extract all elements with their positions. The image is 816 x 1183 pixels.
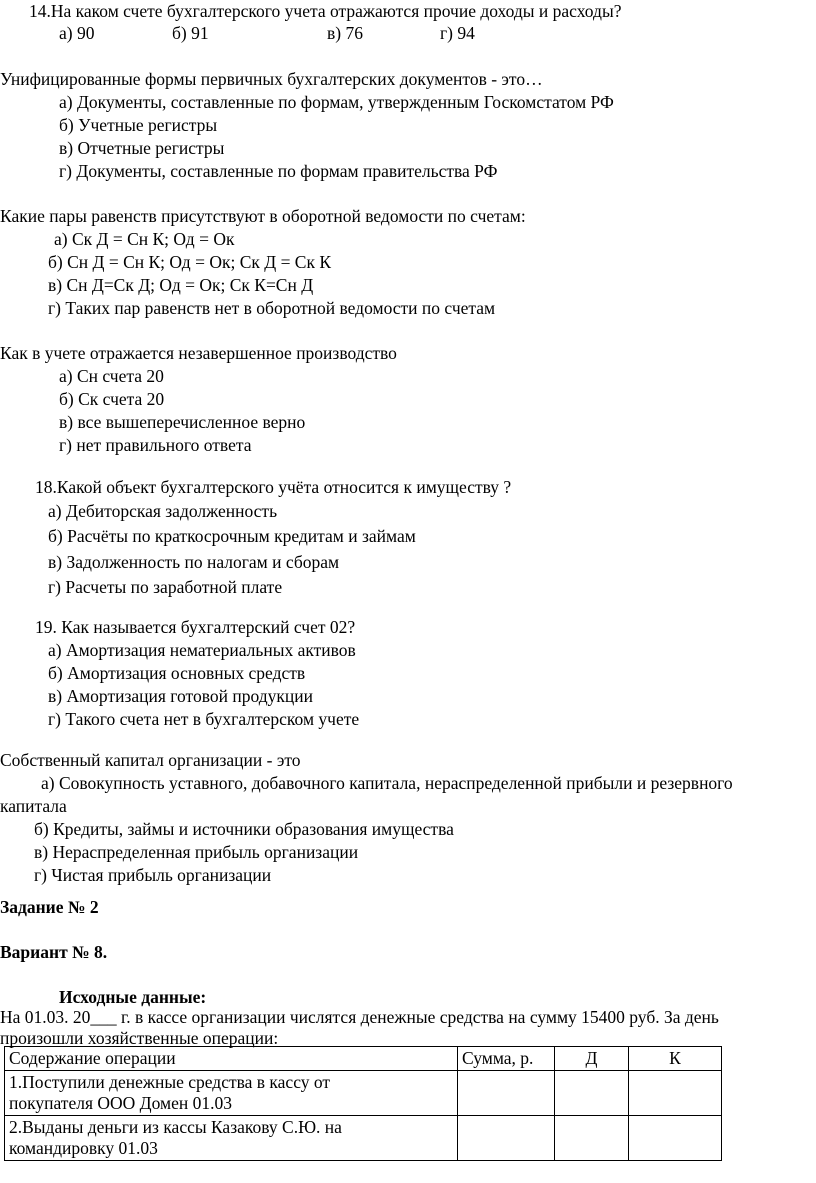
header-debit: Д xyxy=(555,1047,629,1071)
question-19-option-c: в) Амортизация готовой продукции xyxy=(48,686,313,706)
question-capital-option-a-line1: а) Совокупность уставного, добавочного капитала, нераспределенной прибыли и резервного xyxy=(41,773,733,793)
operation-text-line2: покупателя ООО Домен 01.03 xyxy=(9,1093,232,1113)
task-intro-line2: произошли хозяйственные операции: xyxy=(0,1028,279,1048)
question-19-option-d: г) Такого счета нет в бухгалтерском учете xyxy=(48,709,360,729)
question-18-option-d: г) Расчеты по заработной плате xyxy=(48,577,283,597)
sum-cell xyxy=(458,1116,555,1161)
operations-table xyxy=(4,1046,722,1161)
question-18-option-b: б) Расчёты по краткосрочным кредитам и займам xyxy=(48,526,416,546)
question-capital-option-a-line2: капитала xyxy=(0,796,67,816)
task-intro-line1: На 01.03. 20___ г. в кассе организации числятся денежные средства на сумму 15400 руб. За день xyxy=(0,1007,719,1027)
question-19-option-b: б) Амортизация основных средств xyxy=(48,663,306,683)
operation-text-line2: командировку 01.03 xyxy=(9,1138,158,1158)
question-pairs-option-b: б) Сн Д = Сн К; Од = Ок; Ск Д = Ск К xyxy=(48,252,332,272)
question-pairs-text: Какие пары равенств присутствуют в оборотной ведомости по счетам: xyxy=(0,206,526,226)
question-pairs-option-c: в) Сн Д=Ск Д; Од = Ок; Ск К=Сн Д xyxy=(48,275,314,295)
question-wip-option-b: б) Ск счета 20 xyxy=(59,389,165,409)
question-forms-option-c: в) Отчетные регистры xyxy=(59,138,225,158)
question-wip-option-d: г) нет правильного ответа xyxy=(59,435,252,455)
header-operation: Содержание операции xyxy=(5,1047,458,1071)
operation-cell xyxy=(5,1071,458,1116)
question-14-text: 14.На каком счете бухгалтерского учета отражаются прочие доходы и расходы? xyxy=(29,1,622,21)
table-header-row xyxy=(5,1047,722,1071)
source-data-heading: Исходные данные: xyxy=(59,987,207,1007)
header-credit: К xyxy=(629,1047,722,1071)
question-forms-text: Унифицированные формы первичных бухгалтерских документов - это… xyxy=(0,69,543,89)
question-pairs-option-a: а) Ск Д = Сн К; Од = Ок xyxy=(54,229,235,249)
sum-cell xyxy=(458,1071,555,1116)
question-19-option-a: а) Амортизация нематериальных активов xyxy=(48,640,356,660)
question-forms-option-a: а) Документы, составленные по формам, утвержденным Госкомстатом РФ xyxy=(59,92,614,112)
variant-title: Вариант № 8. xyxy=(0,942,108,962)
question-wip-option-c: в) все вышеперечисленное верно xyxy=(59,412,306,432)
question-forms-option-b: б) Учетные регистры xyxy=(59,115,218,135)
question-18-option-c: в) Задолженность по налогам и сборам xyxy=(48,552,340,572)
question-capital-text: Собственный капитал организации - это xyxy=(0,750,301,770)
credit-cell xyxy=(629,1116,722,1161)
question-19-text: 19. Как называется бухгалтерский счет 02? xyxy=(35,617,356,637)
task-title: Задание № 2 xyxy=(0,897,99,917)
debit-cell xyxy=(555,1116,629,1161)
debit-cell xyxy=(555,1071,629,1116)
table-row xyxy=(5,1116,722,1161)
question-pairs-option-d: г) Таких пар равенств нет в оборотной ведомости по счетам xyxy=(48,298,496,318)
operation-text-line1: 1.Поступили денежные средства в кассу от xyxy=(9,1072,331,1092)
question-capital-option-c: в) Нераспределенная прибыль организации xyxy=(34,842,359,862)
operation-text-line1: 2.Выданы деньги из кассы Казакову С.Ю. на xyxy=(9,1117,342,1137)
question-capital-option-b: б) Кредиты, займы и источники образования имущества xyxy=(34,819,454,839)
question-18-option-a: а) Дебиторская задолженность xyxy=(48,501,278,521)
question-wip-text: Как в учете отражается незавершенное производство xyxy=(0,343,397,363)
header-sum: Сумма, р. xyxy=(458,1047,555,1071)
table-row xyxy=(5,1071,722,1116)
question-14-option-c: в) 76 xyxy=(327,23,363,43)
operation-cell xyxy=(5,1116,458,1161)
question-14-option-b: б) 91 xyxy=(172,23,209,43)
question-forms-option-d: г) Документы, составленные по формам правительства РФ xyxy=(59,161,498,181)
question-18-text: 18.Какой объект бухгалтерского учёта относится к имуществу ? xyxy=(35,477,512,497)
question-wip-option-a: а) Сн счета 20 xyxy=(59,366,164,386)
credit-cell xyxy=(629,1071,722,1116)
question-capital-option-d: г) Чистая прибыль организации xyxy=(34,865,272,885)
question-14-option-a: а) 90 xyxy=(59,23,95,43)
question-14-option-d: г) 94 xyxy=(440,23,475,43)
